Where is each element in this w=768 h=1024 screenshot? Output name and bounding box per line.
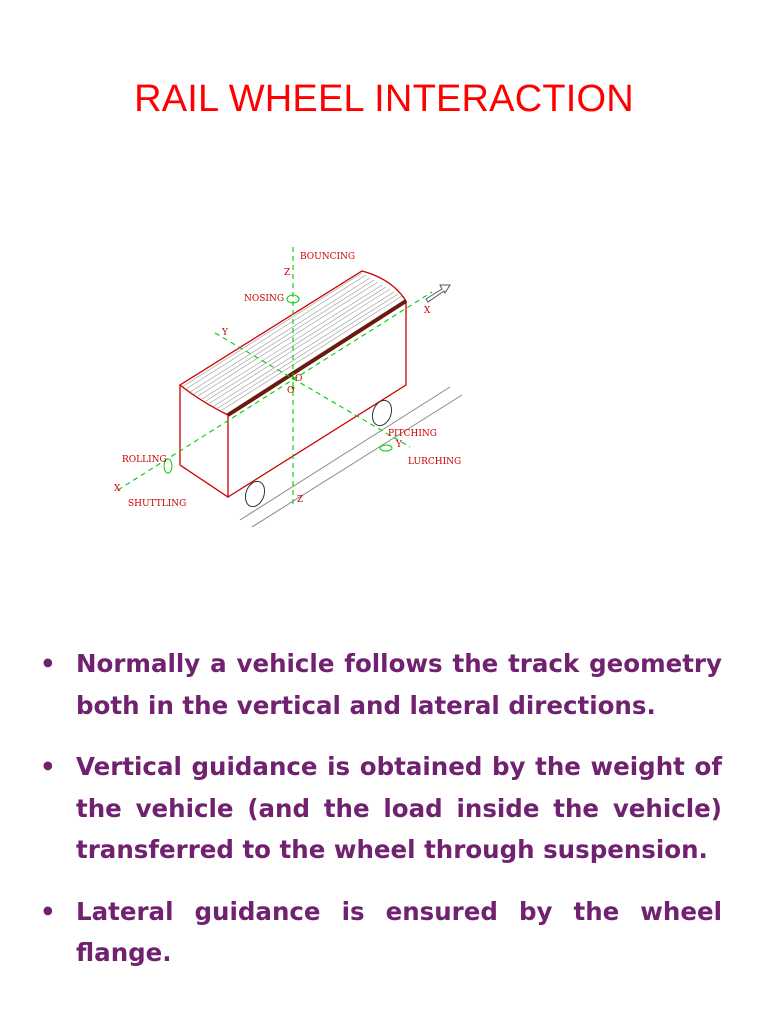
- wheels: [242, 398, 395, 510]
- bullet-list: [40, 643, 722, 994]
- bullet-text: Vertical guidance is obtained by the weight of the vehicle (and the load inside the vehicle) transferred to the wheel through suspension.: [76, 752, 722, 864]
- label-rolling: ROLLING: [122, 455, 167, 465]
- roof-stripe: [228, 301, 406, 415]
- label-y-right: Y: [396, 440, 402, 450]
- bullet-item: [40, 746, 722, 871]
- bullet-item: [40, 891, 722, 974]
- bullet-marker: •: [40, 649, 56, 678]
- label-shuttling: SHUTTLING: [128, 499, 187, 509]
- rail-vehicle-motion-diagram: [100, 235, 480, 535]
- label-nosing: NOSING: [244, 294, 285, 304]
- bullet-marker: •: [40, 896, 56, 926]
- label-z-top: Z: [284, 268, 291, 278]
- x-axis-arrow: [426, 285, 450, 302]
- bullet-marker: •: [40, 752, 56, 781]
- label-x-left: X: [114, 484, 121, 494]
- label-y-top: Y: [222, 328, 228, 338]
- slide-title: RAIL WHEEL INTERACTION: [134, 78, 634, 120]
- label-o2: O: [287, 386, 295, 396]
- label-lurching: LURCHING: [408, 457, 462, 467]
- bullet-text: Normally a vehicle follows the track geometry both in the vertical and lateral directions.: [76, 649, 722, 720]
- label-x-front: X: [424, 306, 431, 316]
- bullet-text: Lateral guidance is ensured by the wheel flange.: [76, 896, 722, 967]
- motion-axes: [118, 247, 432, 505]
- label-bouncing: BOUNCING: [300, 252, 356, 262]
- label-z-bottom: Z: [297, 495, 304, 505]
- bullet-item: [40, 643, 722, 726]
- label-o1: O: [295, 374, 303, 384]
- label-pitching: PITCHING: [388, 429, 437, 439]
